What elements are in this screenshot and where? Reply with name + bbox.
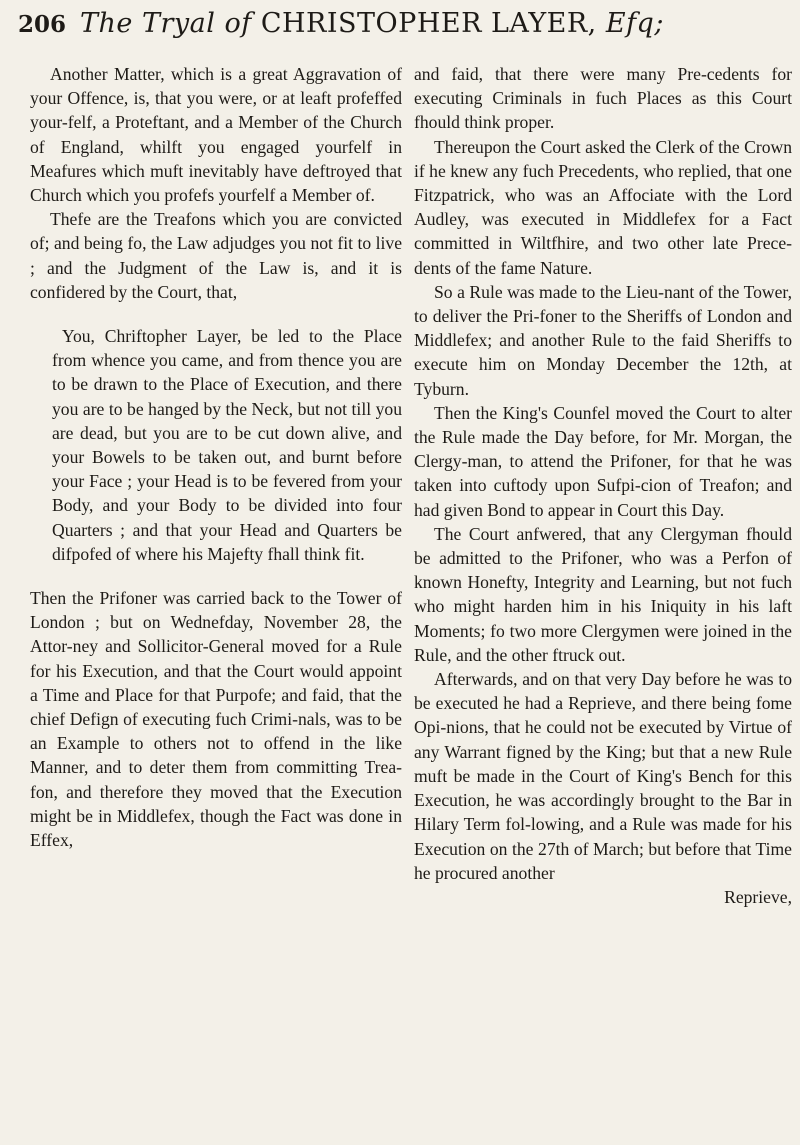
paragraph: Then the Prifoner was carried back to the Tower of London ; but on Wednefday, November 28, the Attor-ney and Sollicitor-General moved for a Rule for his Execution, and that the Court would appoint a Time and Place for that Purpofe; and faid, that the chief Defign of executing fuch Crimi-nals, was to be an Example to others not to offend in the like Manner, and to deter them from committing Trea-fon, and therefore they moved that the Execution might be in Middlefex, though the Fact was done in Effex, [30, 588, 402, 851]
left-column [30, 62, 402, 852]
paragraph: Thefe are the Treafons which you are convicted of; and being fo, the Law adjudges you not fit to live ; and the Judgment of the Law is, and it is confidered by the Court, that, [30, 209, 402, 302]
paragraph: and faid, that there were many Pre-cedents for executing Criminals in fuch Places as this Court fhould think proper. [414, 64, 792, 133]
sentence-paragraph: You, Chriftopher Layer, be led to the Place from whence you came, and from thence you are to be drawn to the Place of Execution, and there you are to be hanged by the Neck, but not till you are dead, but you are to be cut down alive, and your Bowels to be taken out, and burnt before your Face ; your Head is to be fevered from your Body, and your Body to be divided into four Quarters ; and that your Head and Quarters be difpofed of where his Majefty fhall think fit. [52, 326, 402, 564]
right-column [414, 62, 792, 909]
paragraph: So a Rule was made to the Lieu-nant of the Tower, to deliver the Pri-foner to the Sheriffs of London and Middlefex; and another Rule to the faid Sheriffs to execute him on Monday December the 12th, at Tyburn. [414, 281, 792, 399]
title-name: CHRISTOPHER LAYER, [260, 8, 597, 39]
paragraph: Then the King's Counfel moved the Court to alter the Rule made the Day before, for Mr. Morgan, the Clergy-man, to attend the Prifoner, for that he was taken into cuftody upon Sufpi-cion of Treafon; and had given Bond to appear in Court this Day. [414, 402, 792, 520]
paragraph: Afterwards, and on that very Day before he was to be executed he had a Reprieve, and there being fome Opi-nions, that he could not be executed by Virtue of any Warrant figned by the King; but that a new Rule muft be made in the Court of King's Bench for this Execution, he was accordingly brought to the Bar in Hilary Term fol-lowing, and a Rule was made for his Execution on the 27th of March; but before that Time he procured another [414, 669, 792, 883]
running-header [18, 8, 790, 56]
title-italic: The Tryal of [80, 8, 252, 39]
running-title [80, 8, 664, 39]
catchword: Reprieve, [724, 886, 792, 907]
title-suffix: Efq; [605, 8, 664, 39]
paragraph: The Court anfwered, that any Clergyman fhould be admitted to the Prifoner, who was a Perfon of known Honefty, Integrity and Learning, but not fuch who might harden him in his Iniquity in his laft Moments; fo two more Clergymen were joined in the Rule, and the other ftruck out. [414, 523, 792, 665]
paragraph: Thereupon the Court asked the Clerk of the Crown if he knew any fuch Precedents, who replied, that one Fitzpatrick, who was an Affociate with the Lord Audley, was executed in Middlefex for a Fact committed in Wiltfhire, and two other late Prece-dents of the fame Nature. [414, 136, 792, 278]
paragraph: Another Matter, which is a great Aggravation of your Offence, is, that you were, or at leaft profeffed your-felf, a Proteftant, and a Member of the Church of England, whilft you engaged yourfelf in Meafures which muft inevitably have deftroyed that Church which you profefs yourfelf a Member of. [30, 64, 402, 206]
page-number: 206 [18, 11, 67, 38]
